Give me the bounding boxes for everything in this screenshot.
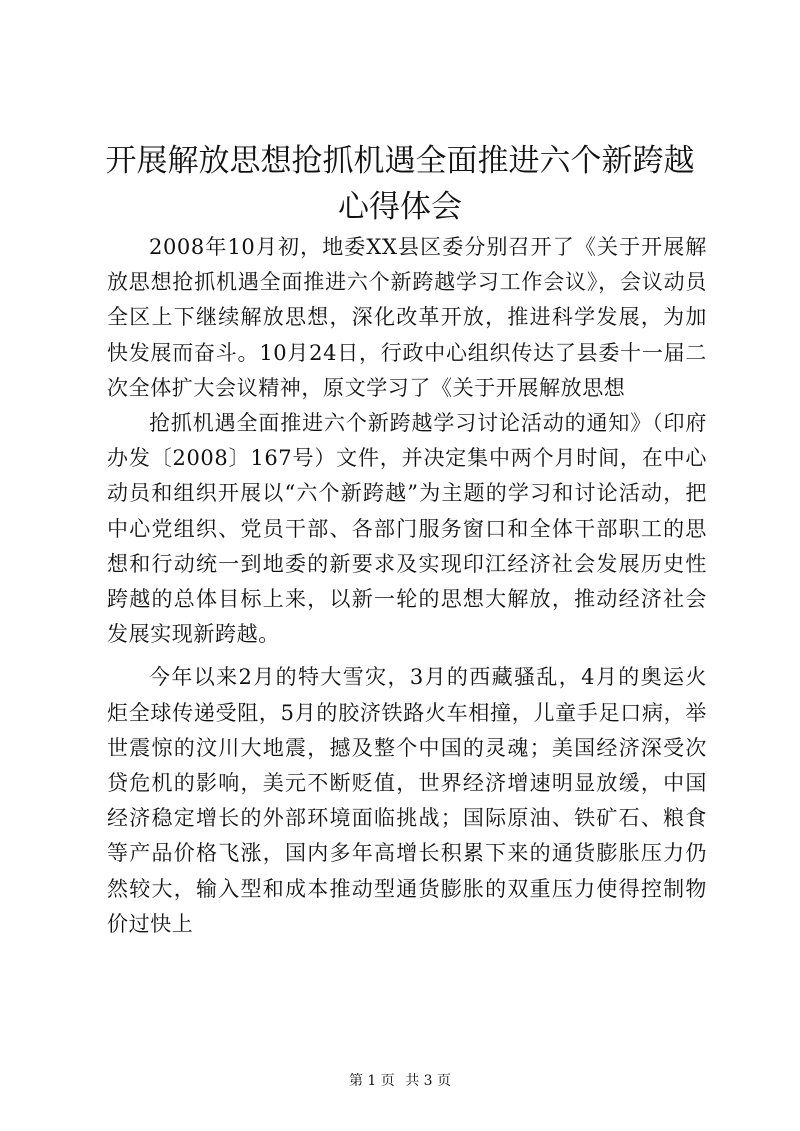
paragraph-2: 抢抓机遇全面推进六个新跨越学习讨论活动的通知》（印府办发〔2008〕167号）文件，并决定集中两个月时间，在中心动员和组织开展以“六个新跨越”为主题的学习和讨论活动，把中心党组织、党员干部、各部门服务窗口和全体干部职工的思想和行动统一到地委的新要求及实现印江经济社会发展历史性跨越的总体目标上来，以新一轮的思想大解放，推动经济社会发展实现新跨越。 — [107, 411, 707, 647]
page-number: 第 1 页 — [348, 1073, 395, 1089]
page-footer — [0, 1071, 800, 1091]
paragraph-1: 2008年10月初，地委XX县区委分别召开了《关于开展解放思想抢抓机遇全面推进六个新跨越学习工作会议》，会议动员全区上下继续解放思想，深化改革开放，推进科学发展，为加快发展而奋斗。10月24日，行政中心组织传达了县委十一届二次全体扩大会议精神，原文学习了《关于开展解放思想 — [107, 235, 707, 400]
document-body — [107, 230, 707, 942]
document-title: 开展解放思想抢抓机遇全面推进六个新跨越心得体会 — [105, 143, 695, 225]
page-total: 共 3 页 — [405, 1073, 452, 1089]
paragraph-3: 今年以来2月的特大雪灾，3月的西藏骚乱，4月的奥运火炬全球传递受阻，5月的胶济铁路火车相撞，儿童手足口病，举世震惊的汶川大地震，撼及整个中国的灵魂；美国经济深受次贷危机的影响，美元不断贬值，世界经济增速明显放缓，中国经济稳定增长的外部环境面临挑战；国际原油、铁矿石、粮食等产品价格飞涨，国内多年高增长积累下来的通货膨胀压力仍然较大，输入型和成本推动型通货膨胀的双重压力使得控制物价过快上 — [107, 665, 707, 936]
